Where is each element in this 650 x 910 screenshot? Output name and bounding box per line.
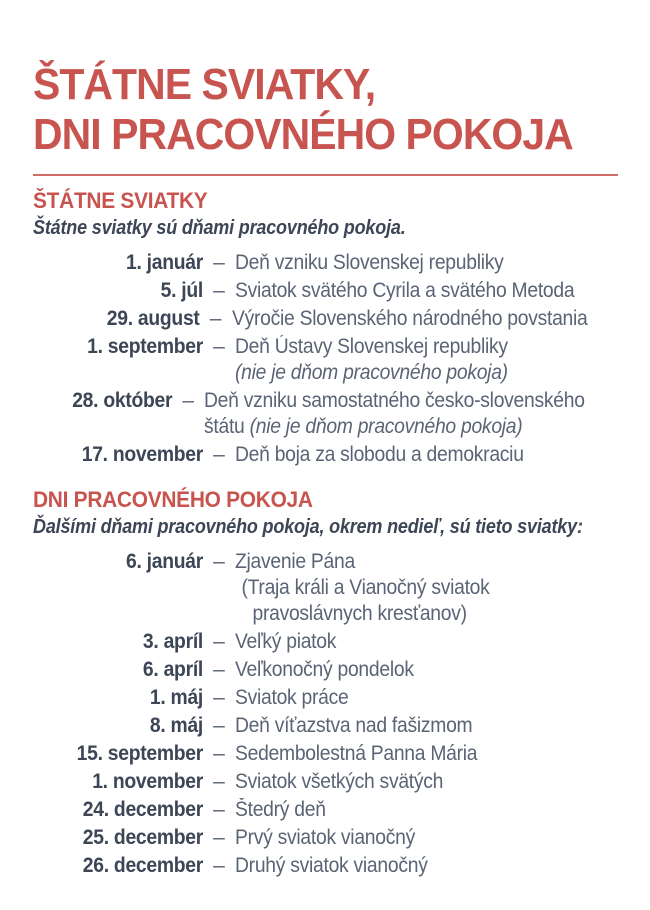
dash-separator: – [213, 798, 225, 821]
holiday-description-line: Deň vzniku samostatného česko-slovenského [204, 389, 585, 412]
holiday-date: 24. december [82, 798, 203, 821]
holiday-description [235, 769, 587, 795]
dash-separator: – [213, 251, 225, 274]
dash-separator: – [213, 854, 225, 877]
holiday-date: 6. január [126, 550, 203, 573]
holiday-row [33, 442, 618, 468]
dash-separator: – [213, 714, 225, 737]
holiday-description [235, 629, 587, 655]
holiday-list-dni-pracovneho-pokoja [33, 549, 618, 879]
holiday-description-line: Štedrý deň [235, 798, 326, 821]
holiday-description [235, 442, 587, 468]
holiday-description [235, 250, 587, 276]
section-heading-statne-sviatky: ŠTÁTNE SVIATKY [33, 188, 208, 213]
holiday-description-line: Druhý sviatok vianočný [235, 854, 428, 877]
holiday-row [33, 388, 618, 440]
holiday-row [33, 741, 618, 767]
holiday-description [235, 741, 587, 767]
title-line-1: ŠTÁTNE SVIATKY, [33, 60, 376, 109]
holiday-row [33, 306, 618, 332]
holiday-row [33, 853, 618, 879]
holiday-date: 29. august [106, 307, 200, 330]
holiday-list-statne-sviatky [33, 250, 618, 468]
holiday-description-line: Veľkonočný pondelok [235, 658, 414, 681]
holiday-description [235, 713, 587, 739]
holiday-description-line: štátu (nie je dňom pracovného pokoja) [204, 415, 523, 438]
dash-separator: – [182, 389, 195, 412]
holiday-description-line: Sviatok svätého Cyrila a svätého Metoda [235, 279, 575, 302]
holiday-description-line: Sviatok všetkých svätých [235, 770, 444, 793]
holiday-description [235, 797, 587, 823]
holiday-description [235, 685, 587, 711]
holiday-row [33, 797, 618, 823]
holiday-date: 17. november [81, 443, 203, 466]
section-subtitle-statne-sviatky: Štátne sviatky sú dňami pracovného pokoja. [33, 217, 406, 239]
dash-separator: – [213, 550, 225, 573]
holiday-description [235, 657, 587, 683]
holiday-date: 1. máj [149, 686, 203, 709]
holiday-row [33, 629, 618, 655]
dash-separator: – [213, 630, 225, 653]
holiday-row [33, 657, 618, 683]
holiday-description-line: Sedembolestná Panna Mária [235, 742, 478, 765]
holiday-row [33, 713, 618, 739]
holiday-description-line: Prvý sviatok vianočný [235, 826, 415, 849]
page-title [33, 60, 618, 160]
dash-separator: – [213, 742, 225, 765]
holiday-date: 25. december [82, 826, 203, 849]
holiday-row [33, 278, 618, 304]
holiday-description-line: Zjavenie Pána [235, 550, 355, 573]
holiday-date: 28. október [72, 389, 173, 412]
holiday-row [33, 685, 618, 711]
holiday-description [232, 306, 587, 332]
section-heading-dni-pracovneho-pokoja: DNI PRACOVNÉHO POKOJA [33, 487, 313, 512]
holiday-row [33, 769, 618, 795]
holiday-description [235, 549, 587, 627]
holiday-description [235, 334, 587, 386]
holiday-date: 1. január [126, 251, 203, 274]
dash-separator: – [213, 443, 225, 466]
holiday-description-line: Veľký piatok [235, 630, 337, 653]
holiday-description-line: Sviatok práce [235, 686, 349, 709]
holiday-description-line: Deň vzniku Slovenskej republiky [235, 251, 504, 274]
holiday-description-line: Deň boja za slobodu a demokraciu [235, 443, 524, 466]
holiday-date: 1. november [92, 770, 203, 793]
holiday-description [235, 278, 587, 304]
holiday-row [33, 825, 618, 851]
holiday-description [204, 388, 585, 440]
dash-separator: – [213, 686, 225, 709]
holiday-description-line: Deň Ústavy Slovenskej republiky [235, 335, 508, 358]
holiday-row [33, 334, 618, 386]
title-line-2: DNI PRACOVNÉHO POKOJA [33, 110, 573, 159]
dash-separator: – [213, 770, 225, 793]
dash-separator: – [213, 658, 225, 681]
holiday-row [33, 250, 618, 276]
holiday-description-line: Výročie Slovenského národného povstania [231, 307, 588, 330]
holiday-row [33, 549, 618, 627]
holiday-description [235, 825, 587, 851]
holiday-date: 6. apríl [142, 658, 203, 681]
dash-separator: – [213, 279, 225, 302]
section-subtitle-dni-pracovneho-pokoja: Ďalšími dňami pracovného pokoja, okrem nedieľ, sú tieto sviatky: [33, 516, 583, 538]
holiday-description-line: Deň víťazstva nad fašizmom [235, 714, 473, 737]
dash-separator: – [209, 307, 222, 330]
dash-separator: – [213, 826, 225, 849]
holiday-date: 1. september [87, 335, 203, 358]
holiday-description-line: (nie je dňom pracovného pokoja) [235, 361, 508, 384]
holiday-date: 8. máj [149, 714, 203, 737]
holiday-description-line: (Traja králi a Vianočný sviatok [241, 576, 490, 599]
holiday-date: 15. september [76, 742, 203, 765]
holiday-description [235, 853, 587, 879]
holiday-date: 26. december [82, 854, 203, 877]
holiday-date: 3. apríl [142, 630, 203, 653]
holiday-date: 5. júl [160, 279, 203, 302]
title-divider-rule [33, 174, 618, 176]
holiday-description-line: pravoslávnych kresťanov) [252, 602, 467, 625]
dash-separator: – [213, 335, 225, 358]
